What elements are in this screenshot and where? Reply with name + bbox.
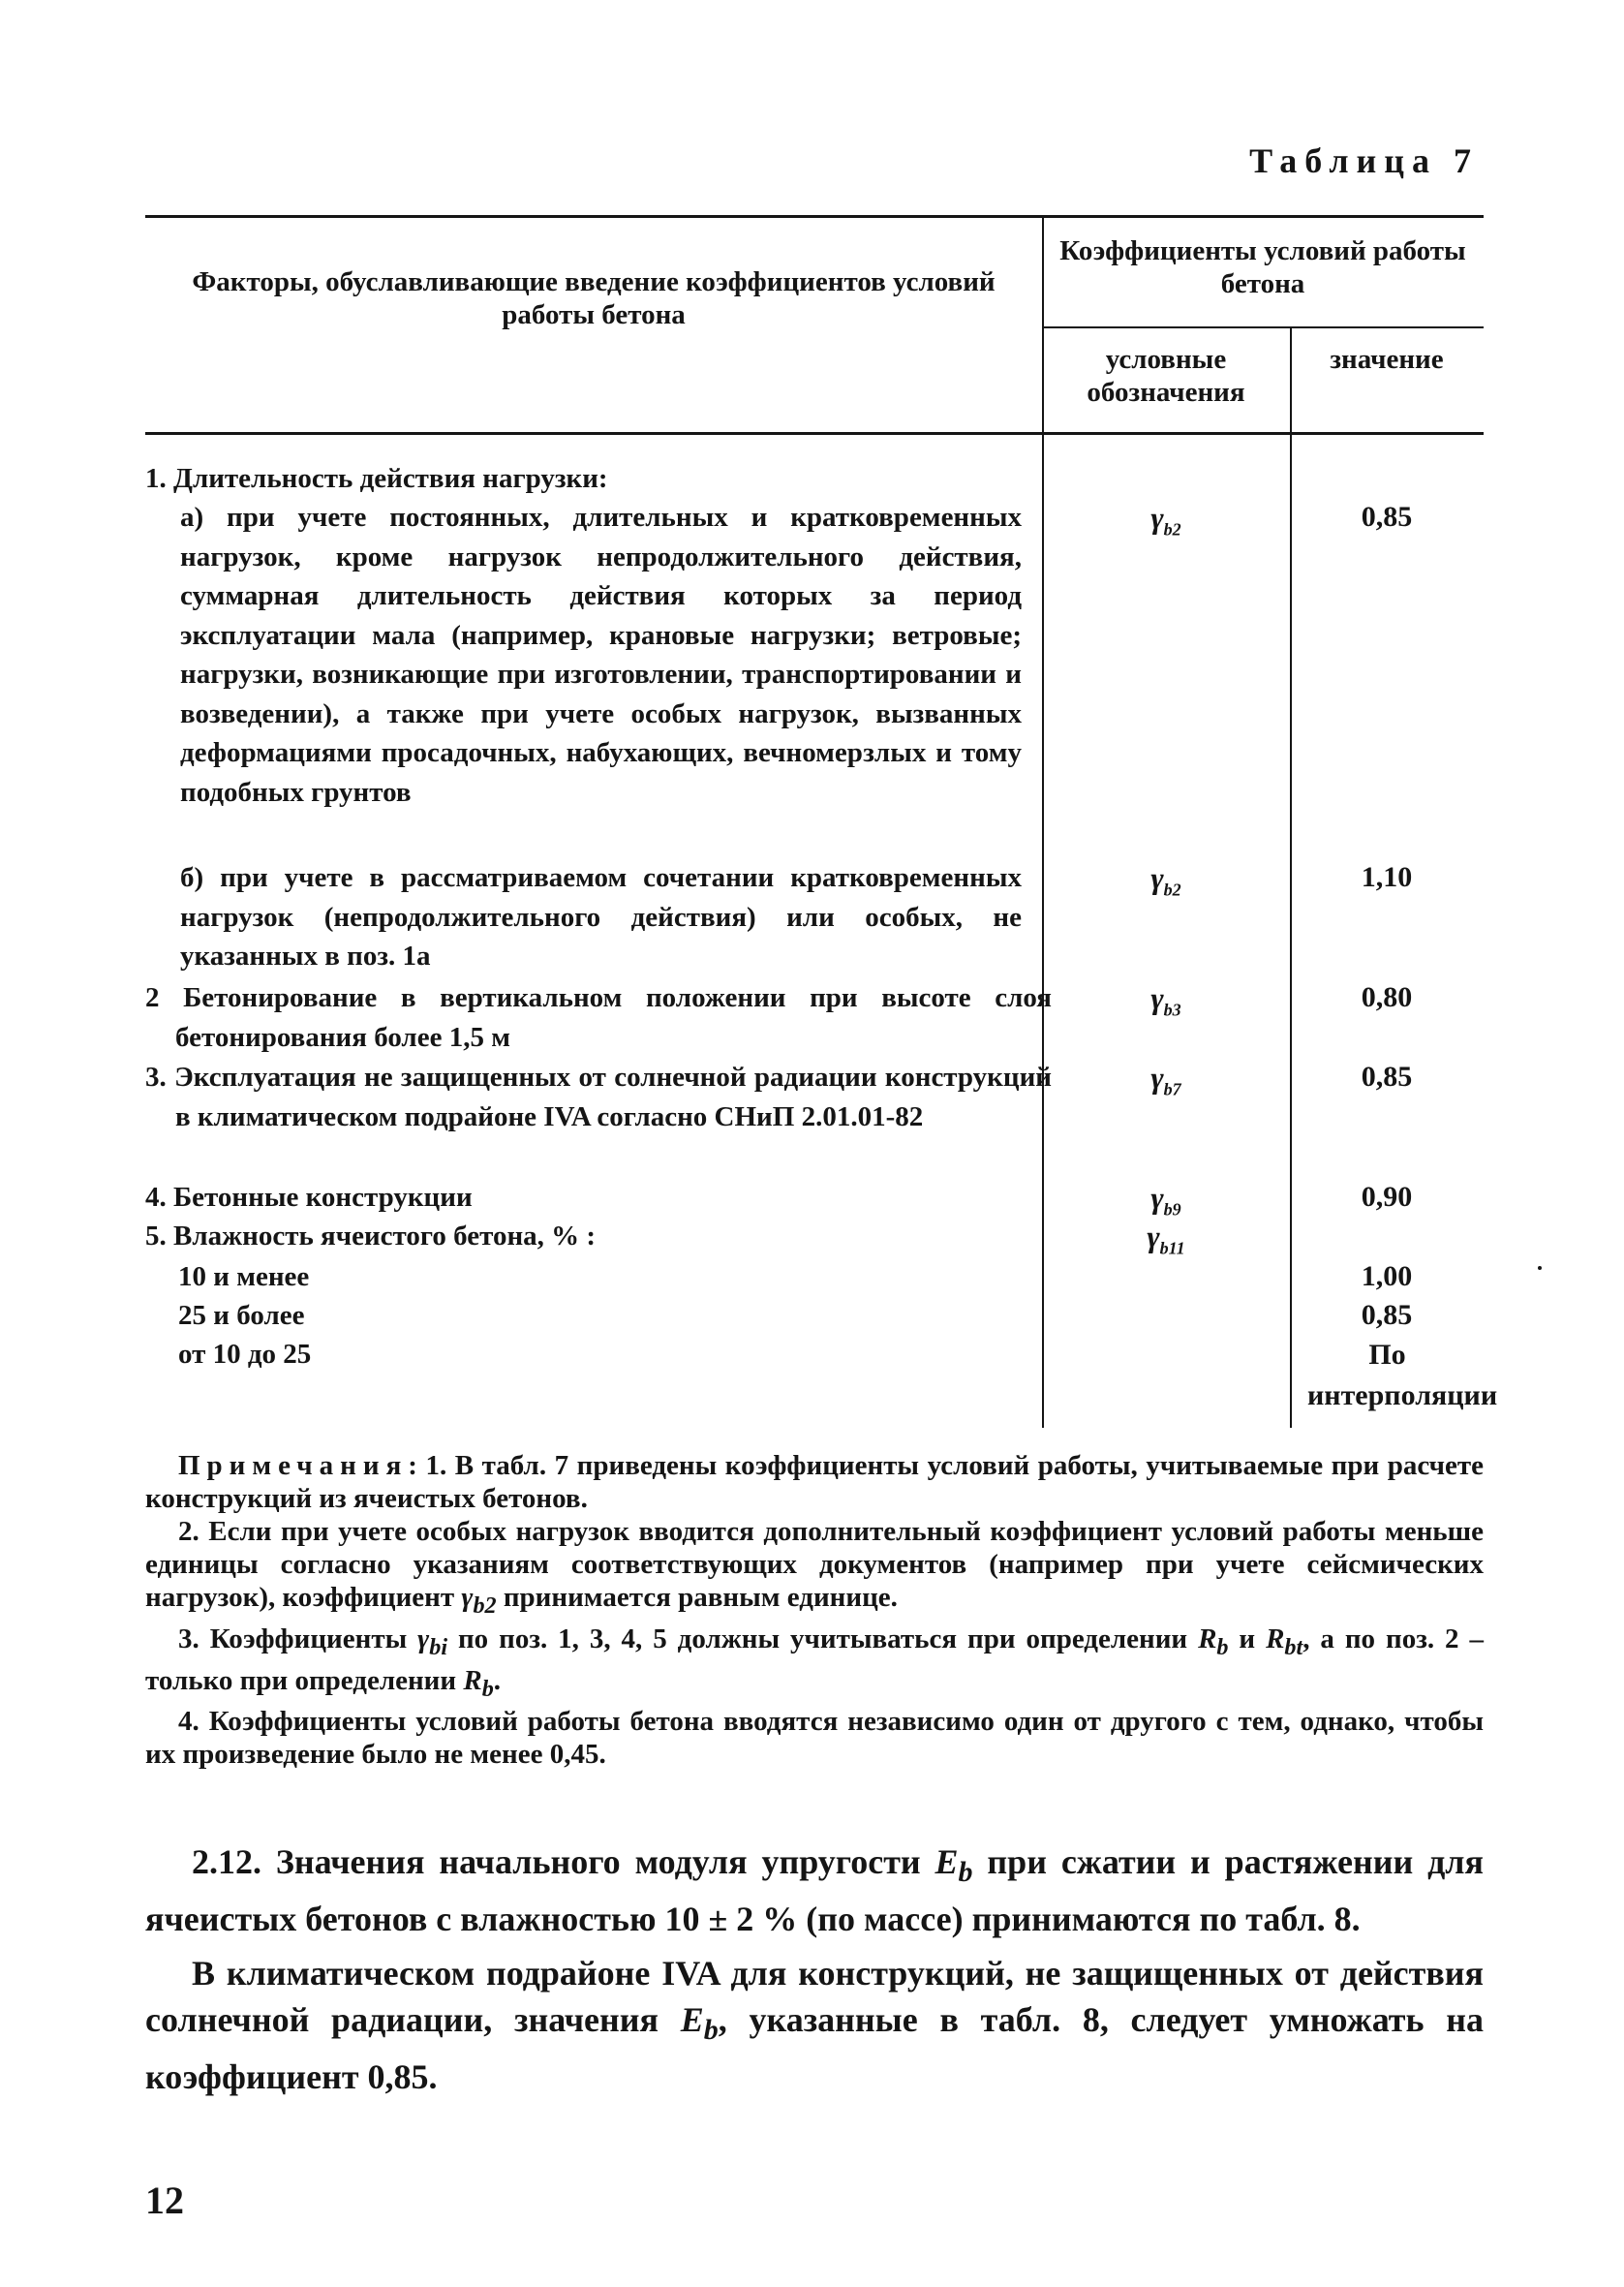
header-symbols: условные обозначения bbox=[1087, 344, 1245, 408]
table-notes bbox=[145, 1449, 1484, 1771]
row-5a-text: 10 и менее bbox=[178, 1261, 310, 1292]
row-1b-text: б) при учете в рассматриваемом сочетании кратковременных нагрузок (непродолжительного действия) или особых, не указанных в поз. 1а bbox=[180, 862, 1022, 972]
row-5c-value: По интерполяции bbox=[1307, 1339, 1498, 1411]
row-5-symbol: $\gamma_{b11}$ bbox=[1147, 1219, 1185, 1258]
row-5b-text: 25 и более bbox=[178, 1300, 305, 1331]
note-1: Примечания: 1. В табл. 7 приведены коэффициенты условий работы, учитываемые при расчете конструкций из ячеистых бетонов. bbox=[145, 1450, 1484, 1514]
header-factors: Факторы, обуславливающие введение коэффициентов условий работы бетона bbox=[192, 266, 996, 330]
row-1-title: 1. Длительность действия нагрузки: bbox=[145, 463, 608, 494]
row-1a-value: 0,85 bbox=[1361, 501, 1413, 533]
row-5a-value: 1,00 bbox=[1361, 1260, 1413, 1292]
row-1b-value: 1,10 bbox=[1361, 861, 1413, 893]
row-5-text: 5. Влажность ячеистого бетона, % : bbox=[145, 1221, 597, 1252]
row-2-symbol: $\gamma_{b3}$ bbox=[1150, 980, 1181, 1020]
row-4-value: 0,90 bbox=[1361, 1181, 1413, 1213]
row-1b-symbol: $\gamma_{b2}$ bbox=[1150, 860, 1181, 900]
paragraph-climate: В климатическом подрайоне IVA для конструкций, не защищенных от действия солнечной радиации, значения $E_b$, указанные в табл. 8, следует умножать на коэффициент 0,85. bbox=[145, 1954, 1485, 2097]
row-5b-value: 0,85 bbox=[1361, 1299, 1413, 1331]
subheader-rule bbox=[1042, 326, 1484, 328]
table-label: Таблица 7 bbox=[1249, 141, 1479, 180]
body-text bbox=[145, 1839, 1484, 2100]
paragraph-2-12: 2.12. Значения начального модуля упругости $E_b$ при сжатии и растяжении для ячеистых бетонов с влажностью 10 ± 2 % (по массе) принимаются по табл. 8. bbox=[145, 1842, 1484, 1939]
row-5c-text: от 10 до 25 bbox=[178, 1339, 312, 1370]
row-2-value: 0,80 bbox=[1361, 981, 1413, 1013]
note-4: 4. Коэффициенты условий работы бетона вводятся независимо один от другого с тем, однако, чтобы их произведение было не менее 0,45. bbox=[145, 1706, 1484, 1771]
note-2: 2. Если при учете особых нагрузок вводится дополнительный коэффициент условий работы меньше единицы согласно указаниям соответствующих документов (например при учете сейсмических нагрузок), коэффициент $\gamma_{b2}$ принимается равным единице. bbox=[145, 1516, 1484, 1619]
row-4-text: 4. Бетонные конструкции bbox=[145, 1182, 473, 1213]
table-header-rule bbox=[145, 432, 1484, 435]
note-3: 3. Коэффициенты $\gamma_{bi}$ по поз. 1, 3, 4, 5 должны учитываться при определении $R_b$ и $R_{bt}$, а по поз. 2 – только при определении $R_b$. bbox=[145, 1623, 1484, 1702]
row-4-symbol: $\gamma_{b9}$ bbox=[1150, 1180, 1181, 1220]
row-1a-symbol: $\gamma_{b2}$ bbox=[1150, 500, 1181, 540]
header-coefficients: Коэффициенты условий работы бетона bbox=[1059, 235, 1466, 299]
stray-dot bbox=[1538, 1266, 1542, 1270]
row-3-symbol: $\gamma_{b7}$ bbox=[1150, 1060, 1181, 1099]
header-values: значение bbox=[1330, 344, 1444, 375]
row-2-text: 2 Бетонирование в вертикальном положении при высоте слоя бетонирования более 1,5 м bbox=[145, 982, 1052, 1053]
row-3-text: 3. Эксплуатация не защищенных от солнечной радиации конструкций в климатическом подрайоне IVA согласно СНиП 2.01.01-82 bbox=[145, 1062, 1052, 1132]
page-number: 12 bbox=[145, 2179, 184, 2222]
table-top-rule bbox=[145, 215, 1484, 218]
row-1a-text: а) при учете постоянных, длительных и кратковременных нагрузок, кроме нагрузок непродолжительного действия, суммарная длительность действия которых за период эксплуатации мала (например, крановые нагрузки; ветровые; нагрузки, возникающие при изготовлении, транспортировании и возведении), а также при учете особых нагрузок, вызванных деформациями просадочных, набухающих, вечномерзлых и тому подобных грунтов bbox=[180, 502, 1022, 808]
row-3-value: 0,85 bbox=[1361, 1061, 1413, 1093]
